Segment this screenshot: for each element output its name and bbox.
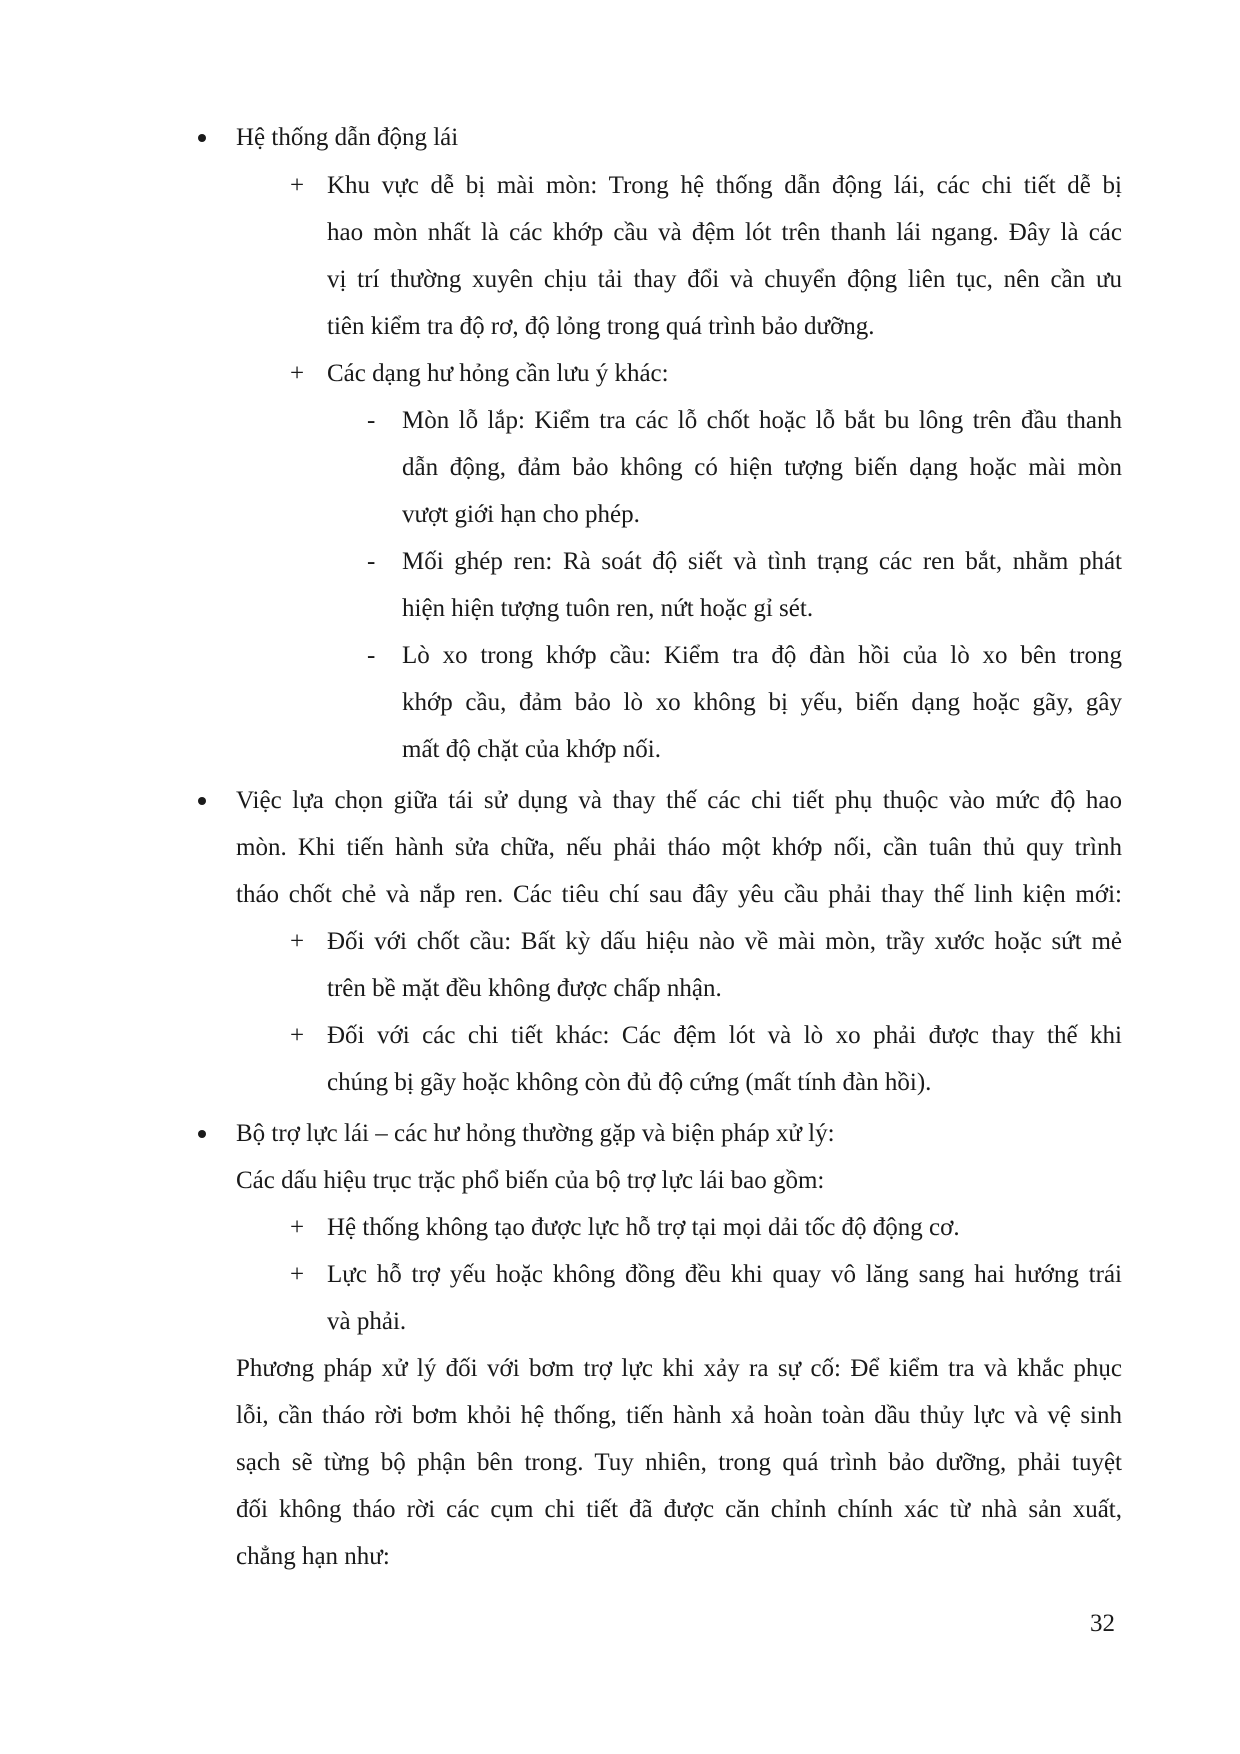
text-line: Các dạng hư hỏng cần lưu ý khác: — [327, 360, 669, 387]
text-line: vượt giới hạn cho phép. — [402, 501, 640, 528]
text-line: Việc lựa chọn giữa tái sử dụng và thay thế các chi tiết phụ thuộc vào mức độ hao — [236, 787, 1122, 814]
text-line: Lò xo trong khớp cầu: Kiểm tra độ đàn hồi của lò xo bên trong — [402, 642, 1122, 669]
text-line: tiên kiểm tra độ rơ, độ lỏng trong quá trình bảo dưỡng. — [327, 313, 875, 340]
text-line: đối không tháo rời các cụm chi tiết đã được căn chỉnh chính xác từ nhà sản xuất, — [236, 1496, 1122, 1523]
text-line: Mối ghép ren: Rà soát độ siết và tình trạng các ren bắt, nhằm phát — [402, 548, 1122, 575]
text-line: chúng bị gãy hoặc không còn đủ độ cứng (mất tính đàn hồi). — [327, 1069, 932, 1096]
plus-marker: + — [290, 1022, 305, 1049]
text-line: Đối với các chi tiết khác: Các đệm lót và lò xo phải được thay thế khi — [327, 1022, 1122, 1049]
plus-marker: + — [290, 1261, 305, 1288]
text-line: Phương pháp xử lý đối với bơm trợ lực khi xảy ra sự cố: Để kiểm tra và khắc phục — [236, 1355, 1122, 1382]
text-line: và phải. — [327, 1308, 407, 1335]
page-number: 32 — [1090, 1610, 1115, 1637]
text-line: trên bề mặt đều không được chấp nhận. — [327, 975, 722, 1002]
text-line: Mòn lỗ lắp: Kiểm tra các lỗ chốt hoặc lỗ bắt bu lông trên đầu thanh — [402, 407, 1122, 434]
plus-marker: + — [290, 172, 305, 199]
text-line: sạch sẽ từng bộ phận bên trong. Tuy nhiên, trong quá trình bảo dưỡng, phải tuyệt — [236, 1449, 1122, 1476]
plus-marker: + — [290, 360, 305, 387]
text-line: dẫn động, đảm bảo không có hiện tượng biến dạng hoặc mài mòn — [402, 454, 1122, 481]
text-line: Hệ thống không tạo được lực hỗ trợ tại mọi dải tốc độ động cơ. — [327, 1214, 960, 1241]
bullet-marker — [198, 1130, 206, 1138]
text-line: lỗi, cần tháo rời bơm khỏi hệ thống, tiến hành xả hoàn toàn dầu thủy lực và vệ sinh — [236, 1402, 1122, 1429]
text-line: Các dấu hiệu trục trặc phổ biến của bộ trợ lực lái bao gồm: — [236, 1167, 825, 1194]
dash-marker: - — [367, 548, 376, 575]
text-line: khớp cầu, đảm bảo lò xo không bị yếu, biến dạng hoặc gãy, gây — [402, 689, 1122, 716]
bullet-heading-steering-linkage: Hệ thống dẫn động lái — [236, 124, 459, 151]
text-line: Khu vực dễ bị mài mòn: Trong hệ thống dẫn động lái, các chi tiết dễ bị — [327, 172, 1122, 199]
text-line: Đối với chốt cầu: Bất kỳ dấu hiệu nào về mài mòn, trầy xước hoặc sứt mẻ — [327, 928, 1122, 955]
plus-marker: + — [290, 928, 305, 955]
bullet-heading-power-steering: Bộ trợ lực lái – các hư hỏng thường gặp và biện pháp xử lý: — [236, 1120, 835, 1147]
plus-marker: + — [290, 1214, 305, 1241]
text-line: mòn. Khi tiến hành sửa chữa, nếu phải tháo một khớp nối, cần tuân thủ quy trình — [236, 834, 1122, 861]
text-line: tháo chốt chẻ và nắp ren. Các tiêu chí sau đây yêu cầu phải thay thế linh kiện mới: — [236, 881, 1122, 908]
bullet-marker — [198, 134, 206, 142]
text-line: hiện hiện tượng tuôn ren, nứt hoặc gỉ sét. — [402, 595, 814, 622]
text-line: Lực hỗ trợ yếu hoặc không đồng đều khi quay vô lăng sang hai hướng trái — [327, 1261, 1122, 1288]
dash-marker: - — [367, 407, 376, 434]
text-line: hao mòn nhất là các khớp cầu và đệm lót trên thanh lái ngang. Đây là các — [327, 219, 1122, 246]
dash-marker: - — [367, 642, 376, 669]
text-line: vị trí thường xuyên chịu tải thay đổi và chuyển động liên tục, nên cần ưu — [327, 266, 1122, 293]
text-line: mất độ chặt của khớp nối. — [402, 736, 661, 763]
bullet-marker — [198, 797, 206, 805]
text-line: chẳng hạn như: — [236, 1543, 390, 1570]
